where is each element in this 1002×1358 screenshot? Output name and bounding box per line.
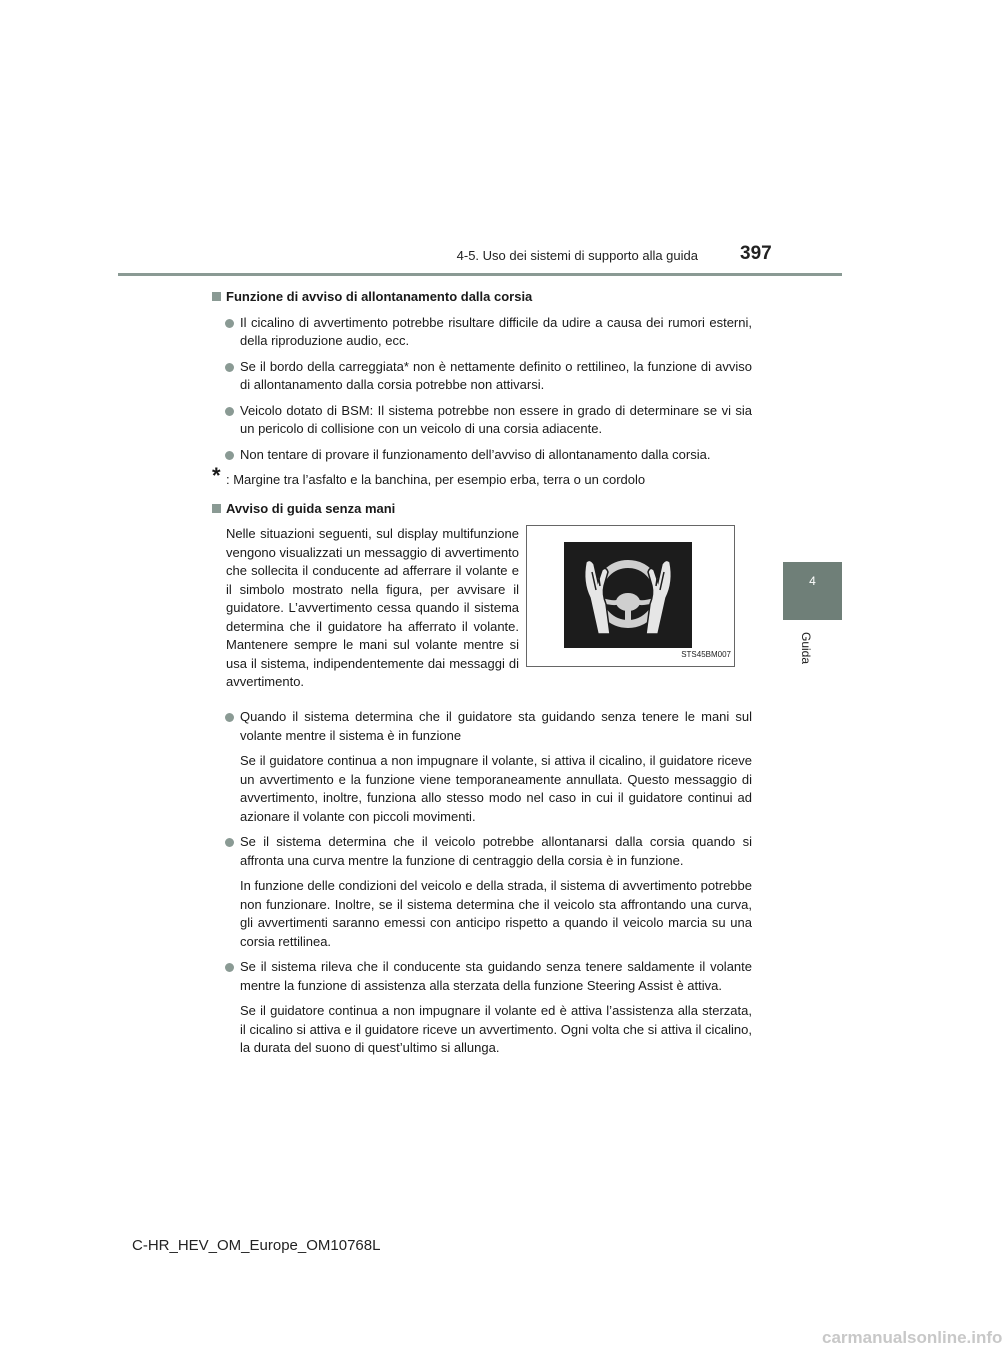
chapter-tab (783, 562, 842, 620)
page-number: 397 (740, 243, 772, 264)
heading-text: Funzione di avviso di allontanamento dalla corsia (226, 289, 533, 304)
square-bullet-icon (212, 504, 221, 513)
detail-paragraph: In funzione delle condizioni del veicolo e della strada, il sistema di avvertimento potrebbe non funzionare. Inoltre, se il sistema determina che il veicolo sta affrontando una curva, gli avvertimenti saranno emessi con anticipo rispetto a quando il veicolo marcia su una corsia rettilinea. (240, 878, 752, 949)
figure (526, 525, 735, 667)
list-item (212, 708, 752, 745)
circle-bullet-icon (225, 963, 234, 972)
document-code: C-HR_HEV_OM_Europe_OM10768L (132, 1237, 381, 1254)
circle-bullet-icon (225, 451, 234, 460)
chapter-number: 4 (809, 574, 816, 588)
list-item (212, 314, 752, 351)
circle-bullet-icon (225, 363, 234, 372)
chapter-label: Guida (799, 632, 813, 665)
watermark: carmanualsonline.info (822, 1328, 1002, 1347)
list-item (212, 358, 752, 395)
circle-bullet-icon (225, 319, 234, 328)
circle-bullet-icon (225, 838, 234, 847)
list-item (212, 958, 752, 995)
footnote (212, 463, 752, 490)
figure-code: STS45BM007 (681, 649, 731, 659)
bullet-text: Non tentare di provare il funzionamento dell’avviso di allontanamento dalla corsia. (240, 446, 711, 462)
steering-wheel-hands-icon (564, 542, 692, 648)
page-content (212, 288, 752, 1065)
list-item (212, 446, 752, 465)
bullet-text: Se il sistema rileva che il conducente sta guidando senza tenere saldamente il volante mentre la funzione di assistenza alla sterzata della funzione Steering Assist è attiva. (240, 959, 752, 993)
circle-bullet-icon (225, 713, 234, 722)
detail-paragraph: Se il guidatore continua a non impugnare il volante, si attiva il cicalino, il guidatore riceve un avvertimento e la funzione viene temporaneamente annullata. Questo messaggio di avvertimento, inoltre, funziona allo stesso modo nel caso in cui il guidatore continui ad azionare il volante con piccoli movimenti. (240, 753, 752, 824)
square-bullet-icon (212, 292, 221, 301)
section-heading (212, 288, 752, 307)
section-heading (212, 500, 752, 519)
intro-paragraph: Nelle situazioni seguenti, sul display multifunzione vengono visualizzati un messaggio di avvertimento che sollecita il conducente ad afferrare il volante e il simbolo mostrato nella figura, per avvisare il guidatore. L’avvertimento cessa quando il sistema determina che il guidatore ha afferrato il volante. Mantenere sempre le mani sul volante mentre si usa il sistema, indipendentemente dai messaggi di avvertimento. (226, 526, 519, 689)
hands-on-wheel-warning-icon (564, 542, 692, 648)
bullet-text: Quando il sistema determina che il guidatore sta guidando senza tenere le mani sul volante mentre il sistema è in funzione (240, 709, 752, 743)
list-item (212, 833, 752, 870)
detail-paragraph: Se il guidatore continua a non impugnare il volante ed è attiva l’assistenza alla sterzata, il cicalino si attiva e il guidatore riceve un avvertimento. Ogni volta che si attiva il cicalino, la durata del suono di quest’ultimo si allunga. (240, 1003, 752, 1055)
intro-with-figure (212, 525, 752, 701)
heading-text: Avviso di guida senza mani (226, 500, 396, 516)
list-item (212, 402, 752, 439)
header-divider (118, 273, 842, 276)
bullet-text: Se il bordo della carreggiata* non è nettamente definito o rettilineo, la funzione di avviso di allontanamento dalla corsia potrebbe non attivarsi. (240, 358, 752, 392)
footnote-marker: * (212, 463, 221, 488)
bullet-text: Se il sistema determina che il veicolo potrebbe allontanarsi dalla corsia quando si affronta una curva mentre la funzione di centraggio della corsia è in funzione. (240, 834, 752, 868)
bullet-text: Il cicalino di avvertimento potrebbe risultare difficile da udire a causa dei rumori esterni, della riproduzione audio, ecc. (240, 314, 752, 348)
bullet-text: Veicolo dotato di BSM: Il sistema potrebbe non essere in grado di determinare se vi sia un pericolo di collisione con un veicolo di una corsia adiacente. (240, 402, 752, 436)
footnote-text: : Margine tra l’asfalto e la banchina, per esempio erba, terra o un cordolo (226, 472, 646, 487)
circle-bullet-icon (225, 407, 234, 416)
section-title: 4-5. Uso dei sistemi di supporto alla guida (456, 248, 698, 263)
